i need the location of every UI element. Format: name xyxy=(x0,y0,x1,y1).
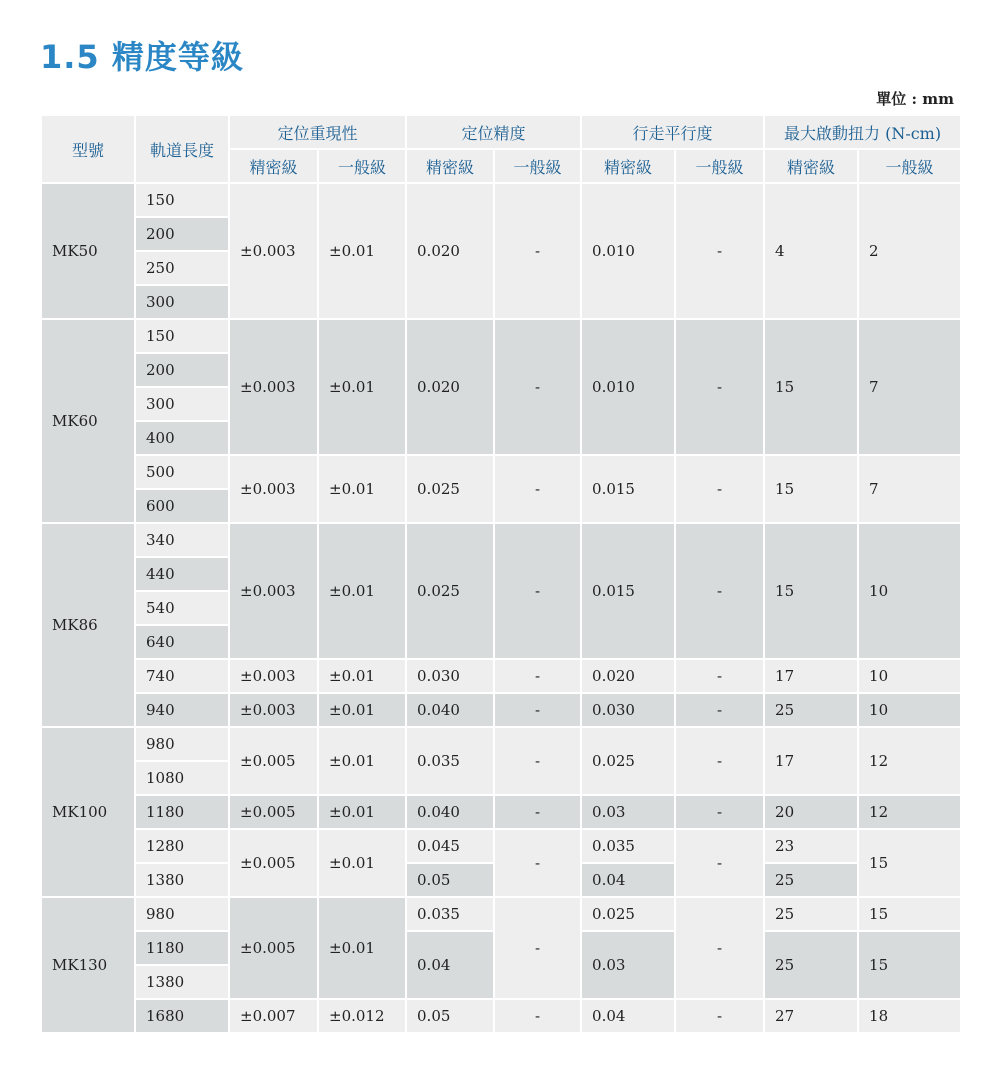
length-cell: 440 xyxy=(135,557,229,591)
length-cell: 980 xyxy=(135,727,229,761)
value-cell: - xyxy=(494,727,581,795)
grade-header: 精密級 xyxy=(229,149,318,183)
value-cell: ±0.005 xyxy=(229,795,318,829)
value-cell: 15 xyxy=(858,829,961,897)
value-cell: - xyxy=(675,523,764,659)
value-cell: 10 xyxy=(858,523,961,659)
length-cell: 200 xyxy=(135,353,229,387)
value-cell: ±0.003 xyxy=(229,183,318,319)
value-cell: 7 xyxy=(858,455,961,523)
value-cell: 25 xyxy=(764,931,858,999)
length-cell: 1680 xyxy=(135,999,229,1033)
value-cell: ±0.01 xyxy=(318,795,406,829)
value-cell: ±0.003 xyxy=(229,319,318,455)
length-cell: 1380 xyxy=(135,965,229,999)
grade-header: 精密級 xyxy=(764,149,858,183)
value-cell: 0.015 xyxy=(581,455,675,523)
length-cell: 980 xyxy=(135,897,229,931)
value-cell: 0.025 xyxy=(406,455,494,523)
value-cell: - xyxy=(675,795,764,829)
unit-label: 單位 : mm xyxy=(876,90,954,108)
value-cell: ±0.003 xyxy=(229,455,318,523)
value-cell: 0.045 xyxy=(406,829,494,863)
value-cell: 0.030 xyxy=(581,693,675,727)
length-cell: 640 xyxy=(135,625,229,659)
value-cell: ±0.005 xyxy=(229,727,318,795)
value-cell: 15 xyxy=(858,897,961,931)
col-header-torque: 最大啟動扭力 (N-cm) xyxy=(764,115,961,149)
value-cell: 17 xyxy=(764,727,858,795)
value-cell: - xyxy=(494,319,581,455)
grade-header: 精密級 xyxy=(406,149,494,183)
value-cell: 18 xyxy=(858,999,961,1033)
model-cell: MK86 xyxy=(41,523,135,727)
value-cell: ±0.01 xyxy=(318,659,406,693)
value-cell: 12 xyxy=(858,727,961,795)
value-cell: 0.04 xyxy=(406,931,494,999)
value-cell: ±0.005 xyxy=(229,829,318,897)
value-cell: ±0.005 xyxy=(229,897,318,999)
length-cell: 1380 xyxy=(135,863,229,897)
grade-header: 一般級 xyxy=(318,149,406,183)
value-cell: 10 xyxy=(858,659,961,693)
value-cell: 15 xyxy=(858,931,961,999)
value-cell: - xyxy=(494,829,581,897)
value-cell: - xyxy=(675,693,764,727)
value-cell: 0.020 xyxy=(406,183,494,319)
value-cell: 0.020 xyxy=(406,319,494,455)
value-cell: 0.025 xyxy=(581,897,675,931)
value-cell: - xyxy=(675,319,764,455)
value-cell: - xyxy=(675,659,764,693)
value-cell: - xyxy=(494,795,581,829)
value-cell: 12 xyxy=(858,795,961,829)
model-cell: MK50 xyxy=(41,183,135,319)
value-cell: ±0.01 xyxy=(318,523,406,659)
value-cell: ±0.01 xyxy=(318,693,406,727)
value-cell: 0.015 xyxy=(581,523,675,659)
length-cell: 300 xyxy=(135,387,229,421)
length-cell: 600 xyxy=(135,489,229,523)
value-cell: 0.010 xyxy=(581,183,675,319)
value-cell: 25 xyxy=(764,693,858,727)
value-cell: 0.05 xyxy=(406,863,494,897)
value-cell: 15 xyxy=(764,455,858,523)
grade-header: 一般級 xyxy=(494,149,581,183)
value-cell: - xyxy=(675,829,764,897)
value-cell: 0.035 xyxy=(406,897,494,931)
value-cell: - xyxy=(675,897,764,999)
value-cell: ±0.003 xyxy=(229,693,318,727)
value-cell: 17 xyxy=(764,659,858,693)
length-cell: 250 xyxy=(135,251,229,285)
length-cell: 740 xyxy=(135,659,229,693)
col-header-parallelism: 行走平行度 xyxy=(581,115,764,149)
value-cell: ±0.01 xyxy=(318,183,406,319)
value-cell: - xyxy=(494,693,581,727)
value-cell: 4 xyxy=(764,183,858,319)
value-cell: 0.03 xyxy=(581,931,675,999)
value-cell: 0.035 xyxy=(406,727,494,795)
col-header-accuracy: 定位精度 xyxy=(406,115,581,149)
value-cell: 0.03 xyxy=(581,795,675,829)
model-cell: MK130 xyxy=(41,897,135,1033)
value-cell: - xyxy=(675,999,764,1033)
length-cell: 200 xyxy=(135,217,229,251)
value-cell: 15 xyxy=(764,523,858,659)
model-cell: MK100 xyxy=(41,727,135,897)
value-cell: 0.035 xyxy=(581,829,675,863)
value-cell: 25 xyxy=(764,897,858,931)
value-cell: ±0.003 xyxy=(229,659,318,693)
col-header-repeatability: 定位重現性 xyxy=(229,115,406,149)
value-cell: ±0.01 xyxy=(318,455,406,523)
value-cell: - xyxy=(494,659,581,693)
value-cell: 0.040 xyxy=(406,693,494,727)
value-cell: 25 xyxy=(764,863,858,897)
length-cell: 1280 xyxy=(135,829,229,863)
length-cell: 340 xyxy=(135,523,229,557)
value-cell: 0.025 xyxy=(406,523,494,659)
value-cell: 23 xyxy=(764,829,858,863)
length-cell: 1180 xyxy=(135,795,229,829)
value-cell: - xyxy=(494,999,581,1033)
value-cell: - xyxy=(675,455,764,523)
value-cell: 0.025 xyxy=(581,727,675,795)
value-cell: 7 xyxy=(858,319,961,455)
value-cell: 0.020 xyxy=(581,659,675,693)
value-cell: 27 xyxy=(764,999,858,1033)
value-cell: ±0.01 xyxy=(318,727,406,795)
col-header-length: 軌道長度 xyxy=(135,115,229,183)
page-title: 1.5 精度等級 xyxy=(40,38,244,76)
length-cell: 150 xyxy=(135,183,229,217)
value-cell: ±0.01 xyxy=(318,319,406,455)
value-cell: - xyxy=(494,455,581,523)
grade-header: 一般級 xyxy=(675,149,764,183)
value-cell: 2 xyxy=(858,183,961,319)
value-cell: - xyxy=(494,523,581,659)
grade-header: 精密級 xyxy=(581,149,675,183)
value-cell: 0.04 xyxy=(581,863,675,897)
col-header-model: 型號 xyxy=(41,115,135,183)
length-cell: 300 xyxy=(135,285,229,319)
value-cell: 0.040 xyxy=(406,795,494,829)
value-cell: 0.030 xyxy=(406,659,494,693)
length-cell: 400 xyxy=(135,421,229,455)
value-cell: - xyxy=(675,183,764,319)
value-cell: 10 xyxy=(858,693,961,727)
value-cell: ±0.01 xyxy=(318,897,406,999)
value-cell: - xyxy=(494,897,581,999)
length-cell: 1080 xyxy=(135,761,229,795)
value-cell: - xyxy=(494,183,581,319)
length-cell: 150 xyxy=(135,319,229,353)
grade-header: 一般級 xyxy=(858,149,961,183)
length-cell: 940 xyxy=(135,693,229,727)
value-cell: ±0.003 xyxy=(229,523,318,659)
value-cell: - xyxy=(675,727,764,795)
precision-grade-table xyxy=(40,114,962,1034)
value-cell: 0.04 xyxy=(581,999,675,1033)
value-cell: 0.010 xyxy=(581,319,675,455)
value-cell: 20 xyxy=(764,795,858,829)
value-cell: ±0.012 xyxy=(318,999,406,1033)
length-cell: 1180 xyxy=(135,931,229,965)
length-cell: 540 xyxy=(135,591,229,625)
length-cell: 500 xyxy=(135,455,229,489)
value-cell: ±0.01 xyxy=(318,829,406,897)
value-cell: ±0.007 xyxy=(229,999,318,1033)
value-cell: 0.05 xyxy=(406,999,494,1033)
value-cell: 15 xyxy=(764,319,858,455)
model-cell: MK60 xyxy=(41,319,135,523)
